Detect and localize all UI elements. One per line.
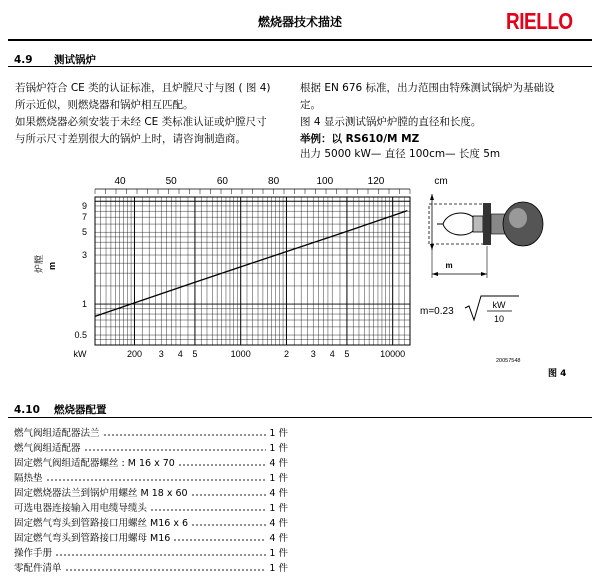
dot-leader <box>191 494 267 496</box>
series-line <box>95 211 407 317</box>
test-boiler-drawing <box>415 170 595 335</box>
arrow-left-icon <box>432 272 438 276</box>
x-axis-tick-label: 4 <box>329 349 335 359</box>
x-axis-tick-label: 5 <box>192 349 198 359</box>
list-item <box>14 529 288 544</box>
part-quantity: 1 件 <box>269 548 288 559</box>
dot-leader <box>150 509 266 511</box>
dot-leader <box>178 464 267 466</box>
dot-leader <box>65 569 267 571</box>
diameter-unit-label: cm <box>434 176 448 187</box>
example-text: 出力 5000 kW— 直径 100cm— 长度 5m <box>300 148 501 160</box>
list-item <box>14 499 288 514</box>
example-label: 举例：以 RS610/M MZ <box>300 133 420 145</box>
x-axis-tick-label: 3 <box>158 349 164 359</box>
part-quantity: 1 件 <box>269 473 288 484</box>
part-name: 固定燃气弯头到管路接口用螺丝 M16 x 6 <box>14 518 189 529</box>
y-axis-tick-label: 5 <box>81 227 87 238</box>
part-name: 燃气阀组适配器 <box>14 443 81 454</box>
part-quantity: 1 件 <box>269 428 288 439</box>
y-axis-tick-label: 0.5 <box>74 330 87 341</box>
x-axis-tick-label: 200 <box>126 349 142 359</box>
section-title: 测试锅炉 <box>54 54 96 66</box>
text-line: 根据 EN 676 标准，出力范围由特殊测试锅炉为基础设 <box>300 82 555 94</box>
x-axis-tick-label: 1000 <box>230 349 251 359</box>
top-axis-tick-label: 80 <box>268 176 280 187</box>
part-name: 隔热垫 <box>14 473 43 484</box>
arrow-right-icon <box>481 272 487 276</box>
section-divider <box>8 417 592 418</box>
x-axis-tick-label: 2 <box>283 349 289 359</box>
figure-caption: 图 4 <box>548 369 567 379</box>
part-name: 可选电器连接输入用电缆导缆头 <box>14 503 148 514</box>
part-quantity: 4 件 <box>269 458 288 469</box>
parts-list <box>14 424 288 574</box>
formula-numerator: kW <box>492 300 506 310</box>
riello-logo: RIELLO <box>506 8 573 34</box>
part-quantity: 4 件 <box>269 518 288 529</box>
list-item <box>14 454 288 469</box>
length-label: m <box>445 261 453 270</box>
x-axis-tick-label: 10000 <box>380 349 406 359</box>
part-name: 零配件清单 <box>14 563 62 574</box>
top-axis-tick-label: 50 <box>165 176 177 187</box>
top-axis-tick-label: 40 <box>114 176 126 187</box>
section-number: 4.10 <box>14 404 40 416</box>
list-item <box>14 439 288 454</box>
section-heading-4-9 <box>14 52 96 67</box>
list-item <box>14 484 288 499</box>
chamber-length-chart <box>20 170 420 370</box>
text-line: 定。 <box>300 99 321 111</box>
text-line: 与所示尺寸差别很大的锅炉上时，请咨询制造商。 <box>15 133 246 145</box>
part-name: 操作手册 <box>14 548 53 559</box>
part-quantity: 1 件 <box>269 563 288 574</box>
part-quantity: 4 件 <box>269 533 288 544</box>
dot-leader <box>103 434 267 436</box>
header-divider <box>8 39 592 41</box>
y-axis-tick-label: 7 <box>81 212 87 223</box>
list-item <box>14 514 288 529</box>
list-item <box>14 469 288 484</box>
part-name: 固定燃气阀组适配器螺丝 : M 16 x 70 <box>14 458 175 469</box>
motor-highlight <box>509 208 527 228</box>
part-quantity: 4 件 <box>269 488 288 499</box>
x-axis-tick-label: 3 <box>310 349 316 359</box>
dot-leader <box>55 554 266 556</box>
right-paragraph <box>300 80 555 163</box>
text-line: 若锅炉符合 CE 类的认证标准，且炉膛尺寸与图 ( 图 4) <box>15 82 271 94</box>
page-header-title: 燃烧器技术描述 <box>257 15 342 29</box>
boiler-flange <box>483 203 491 245</box>
dot-leader <box>46 479 267 481</box>
section-heading-4-10 <box>14 402 107 417</box>
x-axis-tick-label: 4 <box>177 349 183 359</box>
text-line: 所示近似，则燃烧器和锅炉相互匹配。 <box>15 99 194 111</box>
part-quantity: 1 件 <box>269 503 288 514</box>
section-title: 燃烧器配置 <box>54 404 107 416</box>
arrow-up-icon <box>430 194 434 200</box>
formula-prefix: m=0.23 <box>420 306 454 317</box>
formula-denominator: 10 <box>493 314 505 324</box>
flame-icon <box>443 213 473 235</box>
list-item <box>14 559 288 574</box>
section-divider <box>8 66 592 67</box>
part-name: 燃气阀组适配器法兰 <box>14 428 100 439</box>
list-item <box>14 424 288 439</box>
text-line: 图 4 显示测试锅炉炉膛的直径和长度。 <box>300 116 482 128</box>
burner-head <box>473 216 483 232</box>
top-axis-tick-label: 60 <box>216 176 228 187</box>
top-axis-tick-label: 100 <box>316 176 334 187</box>
y-axis-tick-label: 1 <box>81 299 87 310</box>
part-name: 固定燃烧器法兰到锅炉用螺丝 M 18 x 60 <box>14 488 188 499</box>
top-axis-tick-label: 120 <box>367 176 385 187</box>
section-number: 4.9 <box>14 54 33 66</box>
dot-leader <box>191 524 266 526</box>
part-quantity: 1 件 <box>269 443 288 454</box>
y-axis-tick-label: 3 <box>81 250 87 261</box>
dot-leader <box>173 539 266 541</box>
y-axis-label: 炉膛 <box>34 254 44 274</box>
x-axis-label: kW <box>73 349 87 359</box>
part-name: 固定燃气弯头到管路接口用螺母 M16 <box>14 533 171 544</box>
y-axis-unit: m <box>47 261 57 271</box>
left-paragraph <box>15 80 271 148</box>
x-axis-tick-label: 5 <box>344 349 350 359</box>
list-item <box>14 544 288 559</box>
figure-code: 20057548 <box>496 358 521 364</box>
y-axis-tick-label: 9 <box>81 200 87 211</box>
text-line: 如果燃烧器必须安装于未经 CE 类标准认证或炉膛尺寸 <box>15 116 267 128</box>
dot-leader <box>84 449 267 451</box>
